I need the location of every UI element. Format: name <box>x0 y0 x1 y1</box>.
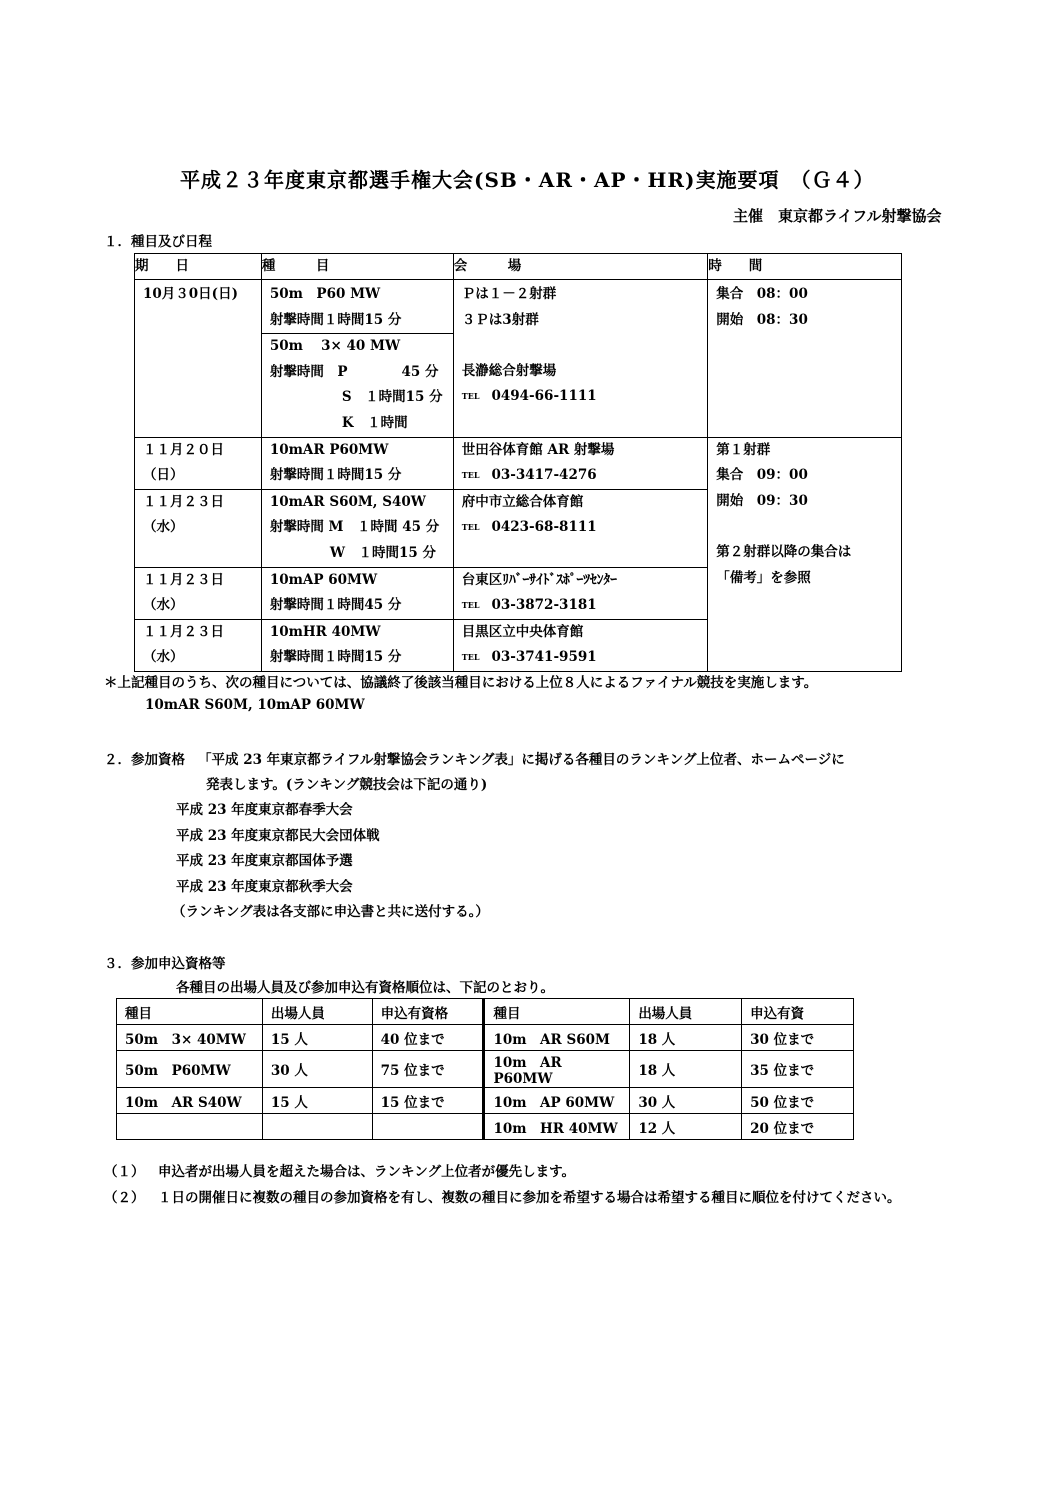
venue-tel: 03-3741-9591 <box>491 649 597 666</box>
event-cell: 10mHR 40MW 射撃時間１時間15 分 <box>261 619 453 671</box>
quota-cell: 75 位まで <box>372 1051 484 1088</box>
final-note-events: 10mAR S60M, 10mAP 60MW <box>145 697 365 713</box>
event-cell: 10mAR P60MW 射撃時間１時間15 分 <box>261 437 453 489</box>
tel-label: TEL <box>461 600 480 611</box>
section2-heading: ２．参加資格 <box>104 752 185 768</box>
header-venue: 会 場 <box>453 254 707 280</box>
venue-cell: 目黒区立中央体育館 $^{TEL}$ 03-3741-9591 <box>453 619 707 671</box>
schedule-row <box>135 437 902 489</box>
quota-table <box>116 998 854 1140</box>
date-cell: 10月３0日(日) <box>135 280 262 438</box>
quota-cell: 12 人 <box>630 1114 742 1140</box>
event-cell: 10mAP 60MW 射撃時間１時間45 分 <box>261 567 453 619</box>
final-note: ＊上記種目のうち、次の種目については、協議終了後該当種目における上位８人によるファイナル競技を実施します。 <box>104 675 818 691</box>
quota-cell: 15 人 <box>262 1088 372 1114</box>
date-cell: １１月２０日 （日） <box>135 437 262 489</box>
header-cell: 出場人員 <box>630 999 742 1025</box>
venue-tel: 03-3417-4276 <box>491 467 597 484</box>
header-cell: 申込有資格 <box>372 999 484 1025</box>
quota-cell: 30 人 <box>262 1051 372 1088</box>
quota-header-row <box>117 999 854 1025</box>
schedule-table <box>134 253 902 672</box>
schedule-header-row <box>135 254 902 280</box>
event-cell: 50m P60 MW 射撃時間１時間15 分 50m 3× 40 MW 射撃時間 P 45 分 S １時間15 分 K １時間 <box>261 280 453 438</box>
header-cell: 出場人員 <box>262 999 372 1025</box>
note-number: （１） <box>104 1164 145 1180</box>
quota-cell <box>117 1114 263 1140</box>
event-cell: 10mAR S60M, S40W 射撃時間 M １時間 45 分 W １時間15 分 <box>261 489 453 567</box>
quota-cell: 15 位まで <box>372 1088 484 1114</box>
quota-cell: 40 位まで <box>372 1025 484 1051</box>
quota-cell: 10m AR S40W <box>117 1088 263 1114</box>
quota-cell: 10m AR S60M <box>484 1025 630 1051</box>
header-time: 時 間 <box>708 254 902 280</box>
ranking-event: 平成 23 年度東京都春季大会 <box>176 802 353 818</box>
header-cell: 種目 <box>484 999 630 1025</box>
venue-tel: 0423-68-8111 <box>491 519 597 536</box>
ranking-event: 平成 23 年度東京都民大会団体戦 <box>176 828 380 844</box>
ranking-event: 平成 23 年度東京都国体予選 <box>176 853 353 869</box>
ranking-event: 平成 23 年度東京都秋季大会 <box>176 879 353 895</box>
quota-row <box>117 1088 854 1114</box>
time-cell: 第１射群 集合 09：00 開始 09：30 第２射群以降の集合は 「備考」を参照 <box>708 437 902 671</box>
quota-cell: 30 位まで <box>742 1025 854 1051</box>
venue-cell: Ｐは１－２射群 ３Ｐは3射群 長瀞総合射撃場 $^{TEL}$ 0494-66-1111 <box>453 280 707 438</box>
section3-heading: ３．参加申込資格等 <box>104 956 226 972</box>
venue-cell: 台東区ﾘﾊﾞｰｻｲﾄﾞｽﾎﾟｰﾂｾﾝﾀｰ $^{TEL}$ 03-3872-3181 <box>453 567 707 619</box>
time-cell: 集合 08：00 開始 08：30 <box>708 280 902 438</box>
tel-label: TEL <box>461 652 480 663</box>
note-number: （２） <box>104 1190 145 1206</box>
quota-row <box>117 1114 854 1140</box>
quota-row <box>117 1025 854 1051</box>
date-cell: １１月２３日 （水） <box>135 567 262 619</box>
header-date: 期 日 <box>135 254 262 280</box>
quota-cell: 10m HR 40MW <box>484 1114 630 1140</box>
section2-text1: 「平成 23 年東京都ライフル射撃協会ランキング表」に掲げる各種目のランキング上位者、ホームページに <box>198 752 845 768</box>
quota-row <box>117 1051 854 1088</box>
quota-cell <box>262 1114 372 1140</box>
quota-cell: 50 位まで <box>742 1088 854 1114</box>
quota-cell: 18 人 <box>630 1025 742 1051</box>
venue-cell: 世田谷体育館 AR 射撃場 $^{TEL}$ 03-3417-4276 <box>453 437 707 489</box>
section2-text2: 発表します。(ランキング競技会は下記の通り) <box>206 777 488 793</box>
quota-cell: 10m AR P60MW <box>484 1051 630 1088</box>
header-event: 種 目 <box>261 254 453 280</box>
tel-label: TEL <box>461 522 480 533</box>
schedule-row <box>135 280 902 438</box>
page-title: 平成２３年度東京都選手権大会(SB・AR・AP・HR)実施要項 （Ｇ４） <box>180 168 875 192</box>
header-cell: 申込有資 <box>742 999 854 1025</box>
date-cell: １１月２３日 （水） <box>135 619 262 671</box>
quota-cell: 35 位まで <box>742 1051 854 1088</box>
quota-cell: 20 位まで <box>742 1114 854 1140</box>
quota-cell: 50m 3× 40MW <box>117 1025 263 1051</box>
event-divider: 50m 3× 40 MW 射撃時間 P 45 分 S １時間15 分 K １時間 <box>262 333 453 436</box>
quota-cell: 15 人 <box>262 1025 372 1051</box>
section3-intro: 各種目の出場人員及び参加申込有資格順位は、下記のとおり。 <box>176 980 554 996</box>
tel-label: TEL <box>461 391 480 402</box>
quota-cell: 18 人 <box>630 1051 742 1088</box>
quota-cell: 50m P60MW <box>117 1051 263 1088</box>
quota-cell: 30 人 <box>630 1088 742 1114</box>
venue-cell: 府中市立総合体育館 $^{TEL}$ 0423-68-8111 <box>453 489 707 567</box>
organizer: 主催 東京都ライフル射撃協会 <box>733 207 942 225</box>
tel-label: TEL <box>461 470 480 481</box>
quota-cell <box>372 1114 484 1140</box>
header-cell: 種目 <box>117 999 263 1025</box>
date-cell: １１月２３日 （水） <box>135 489 262 567</box>
section2-footnote: （ランキング表は各支部に申込書と共に送付する。） <box>172 904 489 920</box>
note-text: １日の開催日に複数の種目の参加資格を有し、複数の種目に参加を希望する場合は希望する種目に順位を付けてください。 <box>158 1190 901 1206</box>
venue-tel: 0494-66-1111 <box>491 388 597 405</box>
quota-cell: 10m AP 60MW <box>484 1088 630 1114</box>
venue-tel: 03-3872-3181 <box>491 597 597 614</box>
section1-heading: １．種目及び日程 <box>104 234 212 250</box>
note-text: 申込者が出場人員を超えた場合は、ランキング上位者が優先します。 <box>158 1164 576 1180</box>
